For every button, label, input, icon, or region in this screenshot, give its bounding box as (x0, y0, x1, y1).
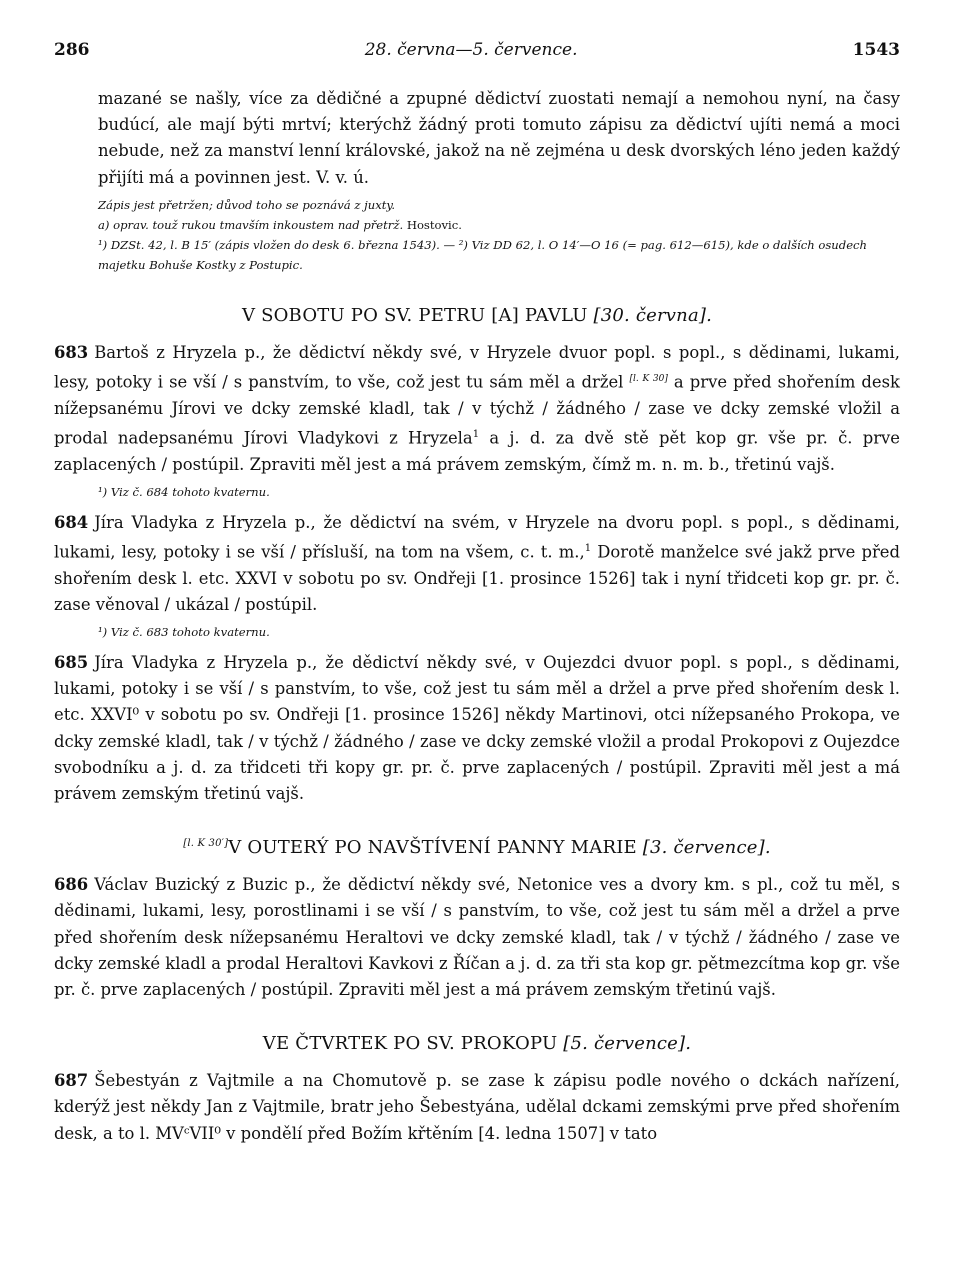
running-head-dates: 28. června—5. července. (364, 40, 578, 60)
margin-ref: [l. K 30′] (183, 838, 229, 850)
apparatus-note-reading: Hostovic. (406, 217, 462, 232)
entry-text-a: Bartoš z Hryzela p., že dědictví někdy své, v Hryzele dvuor popl. s popl., s dědinami, lukami, lesy, potoky i se vší / s panstvím, to vše, což jest tu sám měl a držel (54, 342, 900, 392)
section-heading-title: V SOBOTU PO SV. PETRU [A] PAVLU (241, 304, 588, 326)
entry-text-b: a prve před shořením desk nížepsanému Jírovi ve dcky zemské kladl, tak / v týchž / žádného / zase ve dcky zemské vložil a prodal nadepsanému Jírovi Vladykovi z Hryzela (54, 372, 900, 448)
entry-text (54, 510, 900, 618)
entry-number: 685 (54, 653, 89, 673)
section-heading (54, 837, 900, 858)
footnote-ref: 1 (584, 542, 592, 554)
entry-text-body: Jíra Vladyka z Hryzela p., že dědictví někdy své, v Oujezdci dvuor popl. s popl., s dědinami, lukami, potoky i se vší / s panstvím, to vše, což jest tu sám měl a držel a prve před shořením desk l. etc. XXVI⁰ v sobotu po sv. Ondřeji [1. prosince 1526] někdy Martinovi, otci nížepsaného Prokopa, ve dcky zemské kladl, tak / v týchž / žádného / zase ve dcky zemské vložil a prodal Prokopovi z Oujezdce svobodníku a j. d. za třidceti tři kopy gr. pr. č. prve zaplacených / postúpil. Zpraviti měl jest a má právem zemským třetinú vajš. (54, 653, 900, 804)
entry-686 (54, 872, 900, 1003)
section-heading-date: [5. července]. (563, 1033, 692, 1055)
section-heading (54, 1033, 900, 1054)
entry-text (54, 1068, 900, 1147)
running-head-year: 1543 (852, 40, 900, 60)
entry-text (54, 650, 900, 807)
entry-685 (54, 650, 900, 807)
running-head (54, 40, 900, 60)
entry-683 (54, 340, 900, 478)
entry-text-b: Dorotě manželce své jakž prve před shořením desk l. etc. XXVI v sobotu po sv. Ondřeji [1. prosince 1526] tak i nyní třidceti kop gr. pr. č. zase věnoval / ukázal / postúpil. (54, 542, 901, 614)
entry-684 (54, 510, 900, 618)
apparatus-note (54, 215, 900, 235)
section-heading (54, 305, 900, 326)
section-heading-title: VE ČTVRTEK PO SV. PROKOPU (262, 1033, 558, 1055)
entry-number: 683 (54, 342, 89, 362)
section-heading-date: [3. července]. (642, 837, 771, 859)
page-number: 286 (54, 40, 90, 60)
editorial-note: Zápis jest přetržen; důvod toho se poznává z juxty. (98, 197, 396, 212)
entry-687 (54, 1068, 900, 1147)
entry-number: 684 (54, 512, 89, 532)
entry-text-a: Jíra Vladyka z Hryzela p., že dědictví na svém, v Hryzele na dvoru popl. s popl., s dědinami, lukami, lesy, potoky i se vší / přísluší, na tom na všem, c. t. m., (54, 512, 900, 562)
entry-text-c: a j. d. za dvě stě pět kop gr. vše pr. č. prve zaplacených / postúpil. Zpraviti měl jest a má právem zemským, čímž m. n. m. b., třetinú vajš. (54, 428, 900, 474)
entry-number: 686 (54, 875, 89, 895)
entry-number: 687 (54, 1071, 89, 1091)
entry-text (54, 340, 900, 478)
entry-text-body: Václav Buzický z Buzic p., že dědictví někdy své, Netonice ves a dvory km. s pl., což tu měl, s dědinami, lukami, lesy, porostlinami i se vší / s panstvím, to vše, což jest tu sám měl a držel a prve před shořením desk nížepsanému Heraltovi ve dcky zemské kladl, tak / v týchž / žádného / zase ve dcky zemské kladl a prodal Heraltovi Kavkovi z Říčan a j. d. za tři sta kop gr. pětmezcítma kop gr. vše pr. č. prve zaplacených / postúpil. Zpraviti měl jest a má právem zemským třetinú vajš. (54, 875, 900, 1000)
apparatus-note-text: a) oprav. touž rukou tmavším inkoustem nad přetrž. (98, 217, 404, 232)
continued-paragraph: mazané se našly, více za dědičné a zpupné dědictví zuostati nemají a nemohou nyní, na časy budúcí, ale mají býti mrtví; kterýchž žádný proti tomuto zápisu za dědictví ujíti nemá a moci nebude, než za manství lenní královské, jakož na ně zejména u desk dvorských léno jeden každý přijíti má a povinnen jest. V. v. ú. (98, 89, 900, 187)
entry-footnote: ¹) Viz č. 683 tohoto kvaternu. (98, 625, 270, 640)
section-heading-date: [30. června]. (593, 304, 713, 326)
entry-text (54, 872, 900, 1003)
entry-footnote: ¹) Viz č. 684 tohoto kvaternu. (98, 484, 270, 499)
entry-text-body: Šebestyán z Vajtmile a na Chomutově p. se zase k zápisu podle nového o dckách nařízení, kderýž jest někdy Jan z Vajtmile, bratr jeho Šebestyána, udělal dckami zemskými prve před shořením desk, a to l. MVᶜVII⁰ v pondělí před Božím křtěním [4. ledna 1507] v tato (54, 1071, 900, 1143)
footnote-block: ¹) DZSt. 42, l. B 15′ (zápis vložen do desk 6. března 1543). — ²) Viz DD 62, l. O 14′—O 16 (= pag. 612—615), kde o dalších osudech majetku Bohuše Kostky z Postupic. (98, 237, 868, 272)
section-heading-title: V OUTERÝ PO NAVŠTÍVENÍ PANNY MARIE (228, 837, 637, 859)
footnote-ref: 1 (472, 428, 480, 440)
margin-ref: [l. K 30] (629, 374, 668, 385)
